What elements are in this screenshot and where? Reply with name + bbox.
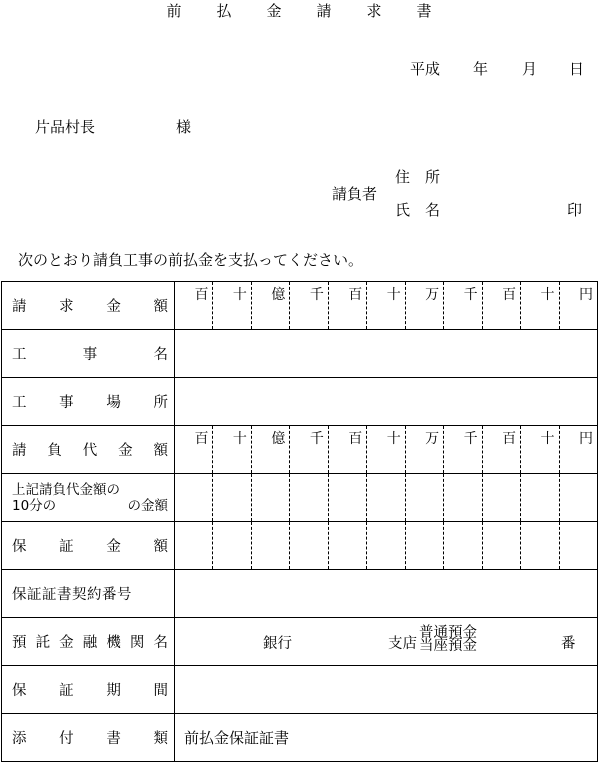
row-work-name <box>2 330 598 378</box>
date-month: 月 <box>522 60 538 78</box>
unit-label: 千 <box>463 431 478 447</box>
digit-cell[interactable] <box>289 426 327 473</box>
unit-label: 百 <box>502 431 517 447</box>
label-claim-amount <box>2 282 175 330</box>
digit-cell[interactable] <box>366 282 404 329</box>
digit-cell[interactable] <box>405 522 443 569</box>
unit-label: 千 <box>309 431 324 447</box>
document-title <box>0 0 599 21</box>
label-work-name <box>2 330 175 378</box>
unit-label: 百 <box>502 287 517 303</box>
digit-cell[interactable] <box>405 426 443 473</box>
digit-cell[interactable] <box>212 282 250 329</box>
digit-cell[interactable] <box>366 474 404 521</box>
digit-cell[interactable] <box>328 282 366 329</box>
unit-label: 万 <box>425 287 440 303</box>
account-type-ordinary: 普通預金 <box>419 625 477 641</box>
row-fraction-amount <box>2 474 598 522</box>
fraction-amount-field[interactable] <box>175 474 598 522</box>
title-char: 書 <box>416 2 433 20</box>
unit-label: 万 <box>425 431 440 447</box>
date-year: 年 <box>473 60 489 78</box>
account-type[interactable] <box>419 627 477 653</box>
row-deposit-bank <box>2 618 598 666</box>
digit-cell[interactable] <box>443 522 481 569</box>
unit-label: 億 <box>271 287 286 303</box>
label-char: 名 <box>153 347 168 363</box>
digit-cell[interactable] <box>520 426 558 473</box>
unit-label: 十 <box>540 287 555 303</box>
unit-label: 十 <box>386 431 401 447</box>
guarantee-amount-field[interactable] <box>175 522 598 570</box>
digit-cell[interactable] <box>405 282 443 329</box>
claim-amount-field[interactable] <box>175 282 598 330</box>
label-char: 書 <box>106 731 121 747</box>
label-guarantee-amount <box>2 522 175 570</box>
fraction-label-line1: 上記請負代金額の <box>12 481 120 498</box>
intro-text: 次のとおり請負工事の前払金を支払ってください。 <box>18 251 364 269</box>
title-char: 請 <box>316 2 333 20</box>
label-char: 証 <box>59 539 74 555</box>
digit-cell[interactable] <box>443 474 481 521</box>
digit-cell[interactable] <box>251 282 289 329</box>
unit-label: 円 <box>578 287 593 303</box>
work-location-field[interactable] <box>175 378 598 426</box>
unit-label: 百 <box>194 287 209 303</box>
digit-cell[interactable] <box>559 282 597 329</box>
label-char: 工 <box>12 395 27 411</box>
label-fraction-amount <box>2 474 175 522</box>
unit-label: 十 <box>232 287 247 303</box>
unit-label: 十 <box>540 431 555 447</box>
addressee-honorific: 様 <box>176 118 192 136</box>
label-char: 代 <box>82 443 98 459</box>
number-suffix: 番 <box>561 636 576 652</box>
label-char: 事 <box>59 395 74 411</box>
branch-suffix: 支店 <box>388 636 417 652</box>
title-char: 払 <box>216 2 233 20</box>
label-char: 金 <box>59 635 74 651</box>
label-char: 場 <box>106 395 121 411</box>
seal-mark: 印 <box>567 201 583 219</box>
unit-label: 十 <box>386 287 401 303</box>
digit-cell[interactable] <box>251 522 289 569</box>
digit-cell[interactable] <box>520 282 558 329</box>
digit-cell[interactable] <box>520 474 558 521</box>
digit-cell[interactable] <box>366 522 404 569</box>
attachments-field[interactable] <box>175 714 598 762</box>
digit-cell[interactable] <box>482 426 520 473</box>
digit-cell[interactable] <box>520 522 558 569</box>
label-char: 額 <box>153 299 168 315</box>
unit-label: 円 <box>578 431 593 447</box>
row-guarantee-period <box>2 666 598 714</box>
label-char: 付 <box>59 731 74 747</box>
label-char: 機 <box>106 635 121 651</box>
fraction-label-suffix: の金額 <box>127 497 168 514</box>
digit-cell[interactable] <box>251 474 289 521</box>
digit-cell[interactable] <box>482 474 520 521</box>
label-char: 事 <box>82 347 98 363</box>
digit-cell[interactable] <box>175 474 212 521</box>
row-attachments <box>2 714 598 762</box>
label-char: 証 <box>59 683 74 699</box>
digit-cell[interactable] <box>559 474 597 521</box>
digit-cell[interactable] <box>289 474 327 521</box>
digit-cell[interactable] <box>443 426 481 473</box>
work-name-field[interactable] <box>175 330 598 378</box>
label-guarantee-period <box>2 666 175 714</box>
row-work-location <box>2 378 598 426</box>
unit-label: 百 <box>194 431 209 447</box>
bank-suffix: 銀行 <box>263 636 292 652</box>
digit-cell[interactable] <box>328 474 366 521</box>
guarantee-cert-label: 保証証書契約番号 <box>12 587 132 603</box>
title-char: 金 <box>266 2 283 20</box>
unit-label: 千 <box>463 287 478 303</box>
digit-cell[interactable] <box>366 426 404 473</box>
digit-cell[interactable] <box>559 522 597 569</box>
digit-cell[interactable] <box>405 474 443 521</box>
title-char: 求 <box>366 2 383 20</box>
digit-cell[interactable] <box>289 282 327 329</box>
digit-cell[interactable] <box>328 522 366 569</box>
request-form-table <box>1 281 598 762</box>
unit-label: 千 <box>309 287 324 303</box>
row-guarantee-cert-no <box>2 570 598 618</box>
digit-cell[interactable] <box>212 426 250 473</box>
row-claim-amount <box>2 282 598 330</box>
label-char: 請 <box>12 299 27 315</box>
digit-cell[interactable] <box>482 522 520 569</box>
digit-cell[interactable] <box>175 522 212 569</box>
address-label: 住 所 <box>395 168 441 186</box>
deposit-bank-field[interactable] <box>175 618 598 666</box>
label-attachments <box>2 714 175 762</box>
label-char: 金 <box>106 539 121 555</box>
label-char: 請 <box>12 443 27 459</box>
contractor-role: 請負者 <box>332 185 378 203</box>
date-era: 平成 <box>410 60 441 78</box>
label-guarantee-cert-no <box>2 570 175 618</box>
digit-cell[interactable] <box>212 522 250 569</box>
label-char: 金 <box>118 443 133 459</box>
label-char: 所 <box>153 395 168 411</box>
label-char: 額 <box>153 443 168 459</box>
label-char: 負 <box>47 443 62 459</box>
label-char: 金 <box>106 299 121 315</box>
label-char: 関 <box>129 635 145 651</box>
label-char: 名 <box>153 635 168 651</box>
unit-label: 百 <box>348 431 363 447</box>
guarantee-period-field[interactable] <box>175 666 598 714</box>
label-char: 工 <box>12 347 27 363</box>
digit-cell[interactable] <box>289 522 327 569</box>
account-type-current: 当座預金 <box>419 638 477 654</box>
label-char: 類 <box>153 731 168 747</box>
label-char: 額 <box>153 539 168 555</box>
unit-label: 億 <box>271 431 286 447</box>
digit-cell[interactable] <box>251 426 289 473</box>
label-contract-amount <box>2 426 175 474</box>
digit-cell[interactable] <box>328 426 366 473</box>
addressee-name: 片品村長 <box>35 118 96 136</box>
label-char: 預 <box>12 635 27 651</box>
label-char: 期 <box>106 683 121 699</box>
row-guarantee-amount <box>2 522 598 570</box>
digit-cell[interactable] <box>175 282 212 329</box>
label-char: 間 <box>153 683 168 699</box>
unit-label: 百 <box>348 287 363 303</box>
label-char: 求 <box>59 299 74 315</box>
row-contract-amount <box>2 426 598 474</box>
date-day: 日 <box>569 60 585 78</box>
label-deposit-bank <box>2 618 175 666</box>
digit-cell[interactable] <box>443 282 481 329</box>
label-char: 保 <box>12 683 27 699</box>
title-char: 前 <box>166 2 183 20</box>
digit-cell[interactable] <box>175 426 212 473</box>
guarantee-cert-no-field[interactable] <box>175 570 598 618</box>
fraction-label-denominator: 10分の <box>12 497 57 514</box>
label-char: 託 <box>35 635 51 651</box>
unit-label: 十 <box>232 431 247 447</box>
digit-cell[interactable] <box>482 282 520 329</box>
label-char: 添 <box>12 731 27 747</box>
contract-amount-field[interactable] <box>175 426 598 474</box>
digit-cell[interactable] <box>559 426 597 473</box>
digit-cell[interactable] <box>212 474 250 521</box>
name-label: 氏 名 <box>395 201 441 219</box>
attachments-value: 前払金保証証書 <box>184 729 290 747</box>
label-char: 融 <box>82 635 98 651</box>
label-work-location <box>2 378 175 426</box>
label-char: 保 <box>12 539 27 555</box>
